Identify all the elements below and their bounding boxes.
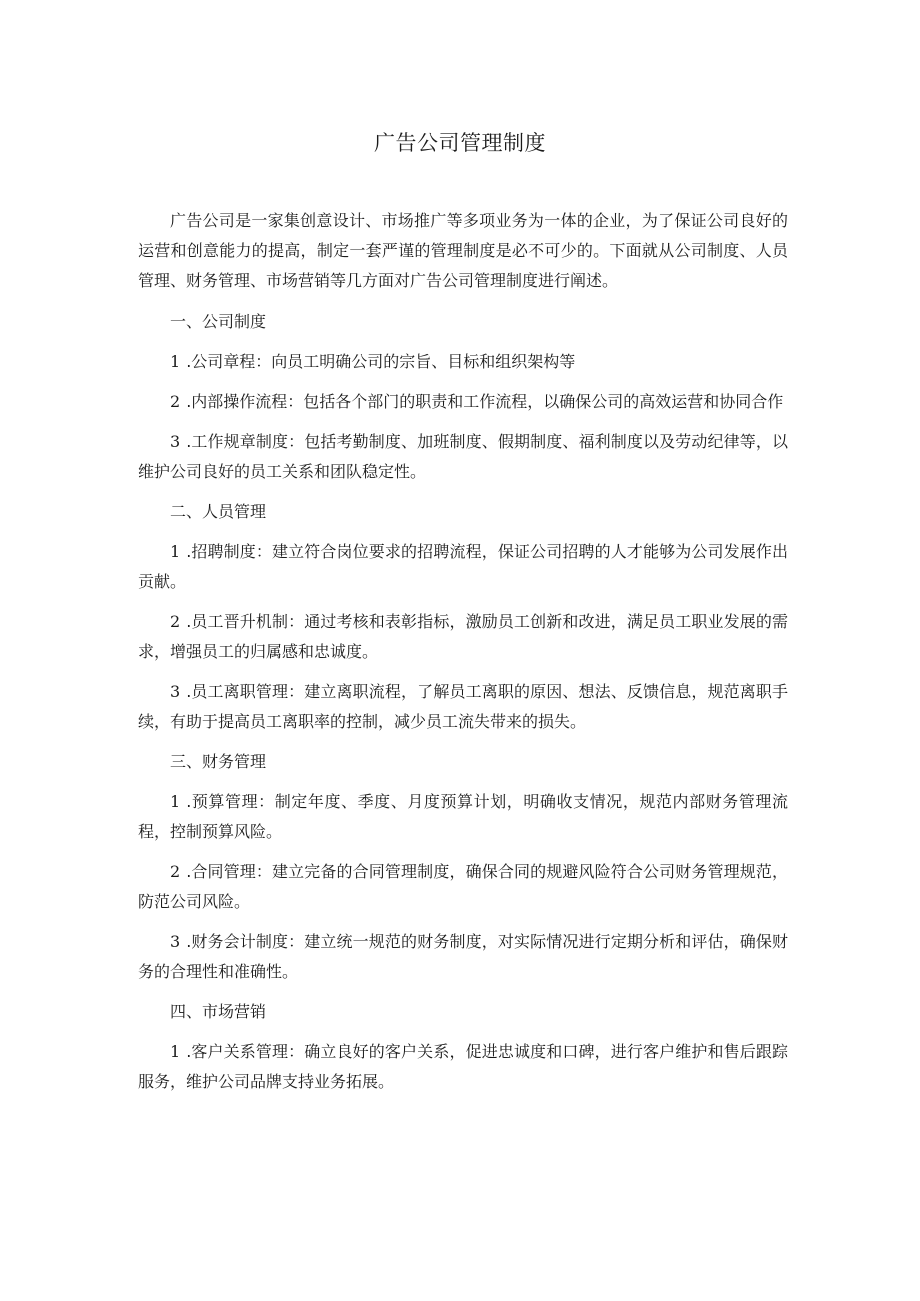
list-item (138, 677, 788, 737)
intro-paragraph: 广告公司是一家集创意设计、市场推广等多项业务为一体的企业，为了保证公司良好的运营和创意能力的提高，制定一套严谨的管理制度是必不可少的。下面就从公司制度、人员管理、财务管理、市场营销等几方面对广告公司管理制度进行阐述。 (138, 211, 788, 290)
item-number: 2 (170, 612, 187, 631)
item-number: 3 (170, 932, 187, 951)
list-item (138, 537, 788, 597)
item-text: .工作规章制度：包括考勤制度、加班制度、假期制度、福利制度以及劳动纪律等，以维护公司良好的员工关系和团队稳定性。 (138, 432, 788, 481)
item-number: 3 (170, 682, 187, 701)
list-item (138, 857, 788, 917)
section-heading-personnel: 二、人员管理 (170, 502, 267, 521)
item-text: .预算管理：制定年度、季度、月度预算计划，明确收支情况，规范内部财务管理流程，控制预算风险。 (138, 792, 788, 841)
section-heading-marketing: 四、市场营销 (170, 1002, 267, 1021)
item-number: 1 (170, 792, 187, 811)
item-number: 3 (170, 432, 187, 451)
item-text: .内部操作流程：包括各个部门的职责和工作流程，以确保公司的高效运营和协同合作 (186, 392, 784, 411)
section-heading-finance: 三、财务管理 (170, 752, 267, 771)
section-heading-company-rules: 一、公司制度 (170, 312, 267, 331)
item-number: 2 (170, 392, 187, 411)
document-body (138, 206, 788, 1107)
item-number: 1 (170, 542, 187, 561)
item-number: 1 (170, 352, 187, 371)
list-item (138, 607, 788, 667)
list-item (138, 347, 788, 377)
document-title: 广告公司管理制度 (374, 131, 546, 155)
item-text: .员工晋升机制：通过考核和表彰指标，激励员工创新和改进，满足员工职业发展的需求，增强员工的归属感和忠诚度。 (138, 612, 788, 661)
item-number: 2 (170, 862, 187, 881)
item-text: .公司章程：向员工明确公司的宗旨、目标和组织架构等 (186, 352, 576, 371)
list-item (138, 787, 788, 847)
list-item (138, 427, 788, 487)
list-item (138, 927, 788, 987)
item-text: .合同管理：建立完备的合同管理制度，确保合同的规避风险符合公司财务管理规范，防范公司风险。 (138, 862, 788, 911)
item-text: .客户关系管理：确立良好的客户关系，促进忠诚度和口碑，进行客户维护和售后跟踪服务，维护公司品牌支持业务拓展。 (138, 1042, 788, 1091)
item-text: .员工离职管理：建立离职流程，了解员工离职的原因、想法、反馈信息，规范离职手续，有助于提高员工离职率的控制，减少员工流失带来的损失。 (138, 682, 788, 731)
item-text: .招聘制度：建立符合岗位要求的招聘流程，保证公司招聘的人才能够为公司发展作出贡献。 (138, 542, 788, 591)
item-text: .财务会计制度：建立统一规范的财务制度，对实际情况进行定期分析和评估，确保财务的合理性和准确性。 (138, 932, 788, 981)
list-item (138, 1037, 788, 1097)
item-number: 1 (170, 1042, 187, 1061)
list-item (138, 387, 788, 417)
